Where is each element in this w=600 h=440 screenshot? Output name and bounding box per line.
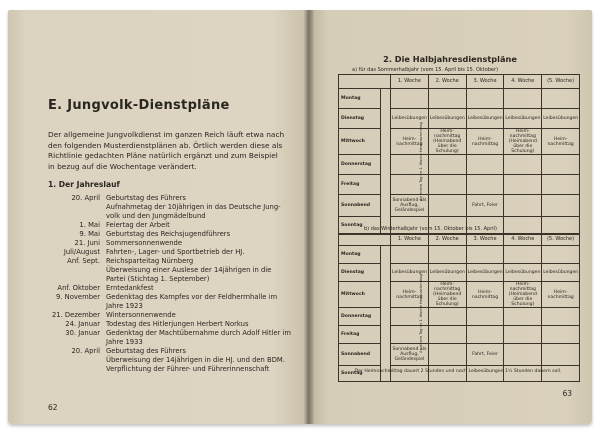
day-label: Mittwoch bbox=[339, 129, 381, 155]
event-row: 1. Mai Feiertag der Arbeit bbox=[79, 221, 170, 229]
event-row: Jahre 1923 bbox=[106, 302, 143, 310]
caption-summer: a) für das Sommerhalbjahr (vom 15. April bis 15. Oktober) bbox=[352, 67, 499, 73]
event-row: 21. Juni Sommersonnenwende bbox=[74, 239, 183, 247]
table-row: Dienstag Leibesübungen Leibesübungen Leibesübungen Leibesübungen Leibesübungen bbox=[339, 264, 580, 282]
table-row: Mittwoch Heim-nachmittag Heim-nachmittag (Heimabend über die Schulung) Heim-nachmittag Heim-nachmittag (Heimabend über die Schulung) Heim-nachmittag bbox=[339, 129, 580, 155]
event-row: volk und den Jungmädelbund bbox=[106, 212, 206, 220]
week-header: 2. Woche bbox=[428, 75, 466, 89]
event-row: Partei (Stichtag 1. September) bbox=[106, 275, 210, 283]
table-row bbox=[339, 246, 580, 264]
subheading-jahreslauf: 1. Der Jahreslauf bbox=[48, 180, 120, 189]
week-header: 4. Woche bbox=[504, 75, 542, 89]
page-number-right: 63 bbox=[562, 389, 572, 398]
week-header: (5. Woche) bbox=[542, 75, 580, 89]
event-row: Anf. Oktober Erntedankfest bbox=[57, 284, 154, 292]
side-note: An einem Tag im 1. Woche Heimnachmittag bbox=[381, 246, 391, 382]
table-row bbox=[339, 308, 580, 326]
table-row bbox=[339, 155, 580, 175]
event-row: 21. Dezember Wintersonnenwende bbox=[51, 311, 176, 319]
day-label: Freitag bbox=[339, 326, 381, 344]
winter-plan-table bbox=[338, 233, 580, 382]
event-row: 24. Januar Todestag des Hitlerjungen Herbert Norkus bbox=[65, 320, 249, 328]
table-header-row bbox=[339, 75, 580, 89]
event-row: 9. Mai Geburtstag des Reichsjugendführers bbox=[79, 230, 231, 238]
event-row: Überweisung einer Auslese der 14jährigen in die bbox=[106, 266, 272, 274]
week-header: 2. Woche bbox=[428, 234, 466, 246]
event-list bbox=[48, 194, 298, 374]
event-row: 20. April Geburtstag des Führers bbox=[71, 347, 186, 355]
right-page bbox=[308, 10, 592, 424]
week-header: 4. Woche bbox=[504, 234, 542, 246]
week-header: 1. Woche bbox=[391, 75, 429, 89]
event-row: 30. Januar Gedenktag der Machtübernahme durch Adolf Hitler im bbox=[65, 329, 292, 337]
day-label: Sonnabend bbox=[339, 344, 381, 366]
left-page bbox=[8, 10, 308, 424]
table-row: Sonnabend Sonnabend als Ausflug, Geländespiel Fahrt, Feier bbox=[339, 195, 580, 217]
day-label: Dienstag bbox=[339, 264, 381, 282]
event-row: Überweisung der 14jährigen in die HJ. und den BDM. bbox=[106, 356, 285, 364]
table-row bbox=[339, 175, 580, 195]
open-book bbox=[8, 10, 592, 430]
week-header: (5. Woche) bbox=[542, 234, 580, 246]
table-row: Sonnabend Sonnabend als Ausflug, Geländespiel Fahrt, Feier bbox=[339, 344, 580, 366]
week-header: 3. Woche bbox=[466, 75, 504, 89]
footer-note: Der Heimnachmittag dauert 2 Stunden und noch Leibesübungen 1½ Stunden dauern soll. bbox=[354, 369, 562, 374]
day-label: Montag bbox=[339, 89, 381, 109]
side-note: An einem Tag im 1. Woche Heimnachmittag bbox=[381, 89, 391, 235]
book-gutter bbox=[304, 10, 314, 424]
page-number-left: 62 bbox=[48, 403, 58, 412]
event-row: 9. November Gedenktag des Kampfes vor der Feldherrnhalle im bbox=[55, 293, 278, 301]
table-row: Dienstag Leibesübungen Leibesübungen Leibesübungen Leibesübungen Leibesübungen bbox=[339, 109, 580, 129]
day-label: Sonntag bbox=[339, 217, 381, 235]
day-label: Donnerstag bbox=[339, 308, 381, 326]
table-row bbox=[339, 89, 580, 109]
event-row: Juli/August Fahrten-, Lager- und Sportbetrieb der HJ. bbox=[63, 248, 245, 256]
day-label: Mittwoch bbox=[339, 282, 381, 308]
day-label: Sonntag bbox=[339, 366, 381, 382]
table-row: Mittwoch Heim-nachmittag Heim-nachmittag (Heimabend über die Schulung) Heim-nachmittag Heim-nachmittag (Heimabend über die Schulung) Heim-nachmittag bbox=[339, 282, 580, 308]
week-header: 1. Woche bbox=[391, 234, 429, 246]
page-heading: E. Jungvolk-Dienstpläne bbox=[48, 98, 230, 113]
day-label: Freitag bbox=[339, 175, 381, 195]
day-label: Sonnabend bbox=[339, 195, 381, 217]
event-row: 20. April Geburtstag des Führers bbox=[71, 194, 186, 202]
table-row bbox=[339, 326, 580, 344]
intro-paragraph: Der allgemeine Jungvolkdienst im ganzen Reich läuft etwa nach den folgenden Musterdienstplänen ab. Örtlich werden diese als Richtlinie gedachten Pläne natürlich ergänzt und zum Beispiel in bezug auf die Wochentage verändert. bbox=[48, 130, 285, 171]
week-header: 3. Woche bbox=[466, 234, 504, 246]
event-row: Aufnahmetag der 10jährigen in das Deutsche Jung- bbox=[106, 203, 281, 211]
day-label: Montag bbox=[339, 246, 381, 264]
day-label: Dienstag bbox=[339, 109, 381, 129]
event-row: Anf. Sept. Reichsparteitag Nürnberg bbox=[67, 257, 194, 265]
event-row: Verpflichtung der Führer- und Führerinnenschaft bbox=[106, 365, 270, 373]
plans-title: 2. Die Halbjahresdienstpläne bbox=[383, 54, 517, 64]
day-label: Donnerstag bbox=[339, 155, 381, 175]
table-header-row bbox=[339, 234, 580, 246]
summer-plan-table bbox=[338, 74, 580, 235]
event-row: Jahre 1933 bbox=[106, 338, 143, 346]
caption-winter: b) das Winterhalbjahr (vom 15. Oktober bis 15. April) bbox=[364, 226, 497, 232]
